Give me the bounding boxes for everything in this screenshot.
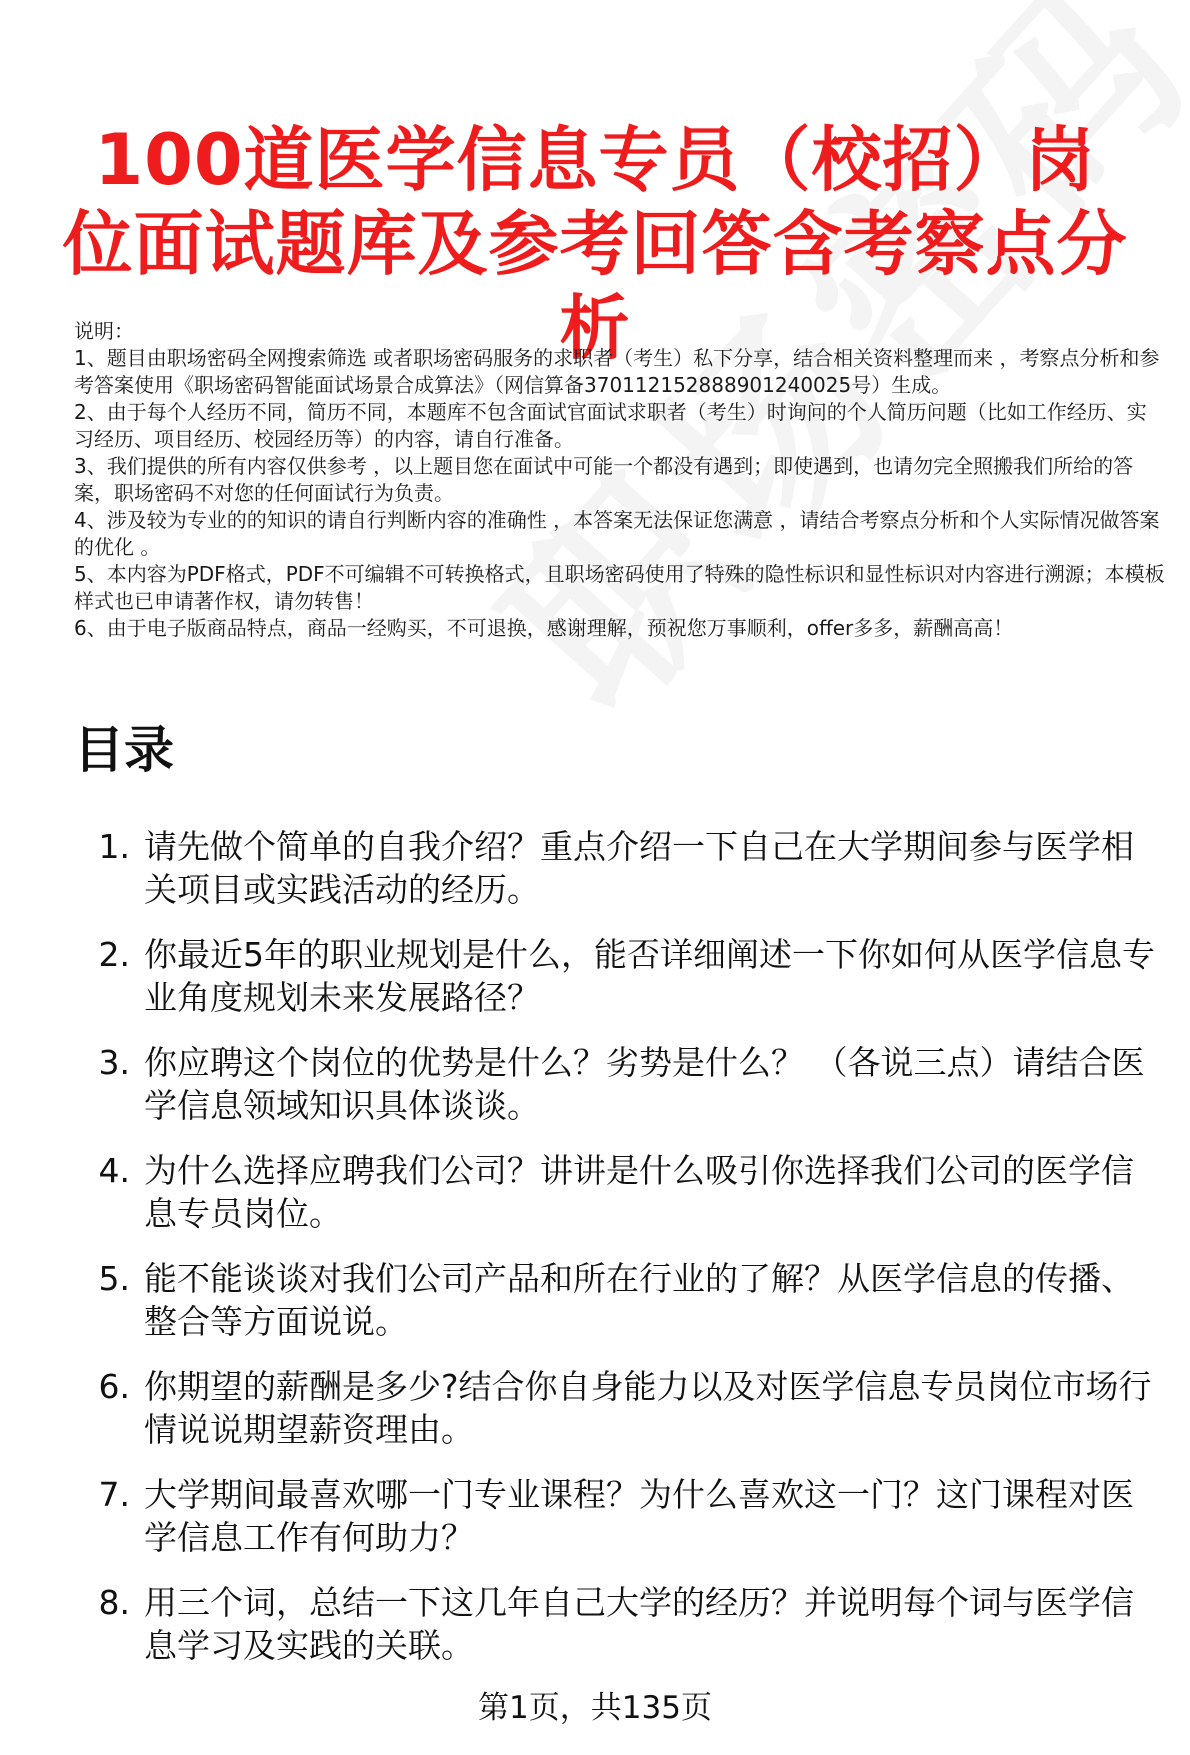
toc-item-number: 3.	[98, 1043, 130, 1082]
toc-item-text: 你应聘这个岗位的优势是什么？劣势是什么？ （各说三点）请结合医学信息领域知识具体谈谈。	[144, 1043, 1145, 1125]
note-item: 2、由于每个人经历不同，简历不同，本题库不包含面试官面试求职者（考生）时询问的个人简历问题（比如工作经历、实习经历、项目经历、校园经历等）的内容，请自行准备。	[74, 400, 1147, 451]
toc-item[interactable]	[74, 1365, 1164, 1473]
note-item: 3、我们提供的所有内容仅供参考 ，以上题目您在面试中可能一个都没有遇到；即使遇到，也请勿完全照搬我们所给的答案，职场密码不对您的任何面试行为负责。	[74, 454, 1134, 505]
toc-item-text: 大学期间最喜欢哪一门专业课程？为什么喜欢这一门？这门课程对医学信息工作有何助力？	[144, 1475, 1134, 1557]
toc-item-text: 为什么选择应聘我们公司？讲讲是什么吸引你选择我们公司的医学信息专员岗位。	[144, 1151, 1134, 1233]
note-item: 6、由于电子版商品特点，商品一经购买，不可退换，感谢理解，预祝您万事顺利，offer多多，薪酬高高！	[74, 616, 1014, 640]
toc-item-number: 7.	[98, 1475, 130, 1514]
toc-item[interactable]	[74, 933, 1164, 1041]
toc-item-number: 1.	[98, 827, 130, 866]
toc-list	[74, 825, 1164, 1689]
toc-item[interactable]	[74, 1257, 1164, 1365]
toc-item-text: 你期望的薪酬是多少?结合你自身能力以及对医学信息专员岗位市场行情说说期望薪资理由。	[144, 1367, 1152, 1449]
toc-item[interactable]	[74, 825, 1164, 933]
toc-item-number: 8.	[98, 1583, 130, 1622]
note-item: 4、涉及较为专业的的知识的请自行判断内容的准确性 ，本答案无法保证您满意 ，请结合考察点分析和个人实际情况做答案的优化 。	[74, 508, 1160, 559]
notes-heading: 说明：	[74, 319, 134, 343]
toc-item-text: 你最近5年的职业规划是什么，能否详细阐述一下你如何从医学信息专业角度规划未来发展路径？	[144, 935, 1155, 1017]
toc-item-text: 能不能谈谈对我们公司产品和所在行业的了解？从医学信息的传播、整合等方面说说。	[144, 1259, 1134, 1341]
toc-item-number: 6.	[98, 1367, 130, 1406]
notes-section	[74, 318, 1166, 642]
toc-item[interactable]	[74, 1041, 1164, 1149]
note-item: 1、题目由职场密码全网搜索筛选 或者职场密码服务的求职者（考生）私下分享，结合相关资料整理而来 ，考察点分析和参考答案使用《职场密码智能面试场景合成算法》（网信算备370112152888901240025号）生成。	[74, 346, 1160, 397]
toc-item-number: 2.	[98, 935, 130, 974]
toc-item[interactable]	[74, 1581, 1164, 1689]
toc-item-number: 5.	[98, 1259, 130, 1298]
note-item: 5、本内容为PDF格式，PDF不可编辑不可转换格式，且职场密码使用了特殊的隐性标识和显性标识对内容进行溯源；本模板样式也已申请著作权，请勿转售！	[74, 562, 1165, 613]
toc-item-text: 请先做个简单的自我介绍？重点介绍一下自己在大学期间参与医学相关项目或实践活动的经历。	[144, 827, 1134, 909]
toc-item[interactable]	[74, 1473, 1164, 1581]
toc-item-number: 4.	[98, 1151, 130, 1190]
toc-title: 目录	[74, 721, 174, 779]
document-title: 100道医学信息专员（校招）岗位面试题库及参考回答含考察点分析	[62, 119, 1128, 369]
toc-item-text: 用三个词，总结一下这几年自己大学的经历？并说明每个词与医学信息学习及实践的关联。	[144, 1583, 1134, 1665]
toc-item[interactable]	[74, 1149, 1164, 1257]
page-footer: 第1页，共135页	[478, 1690, 712, 1726]
